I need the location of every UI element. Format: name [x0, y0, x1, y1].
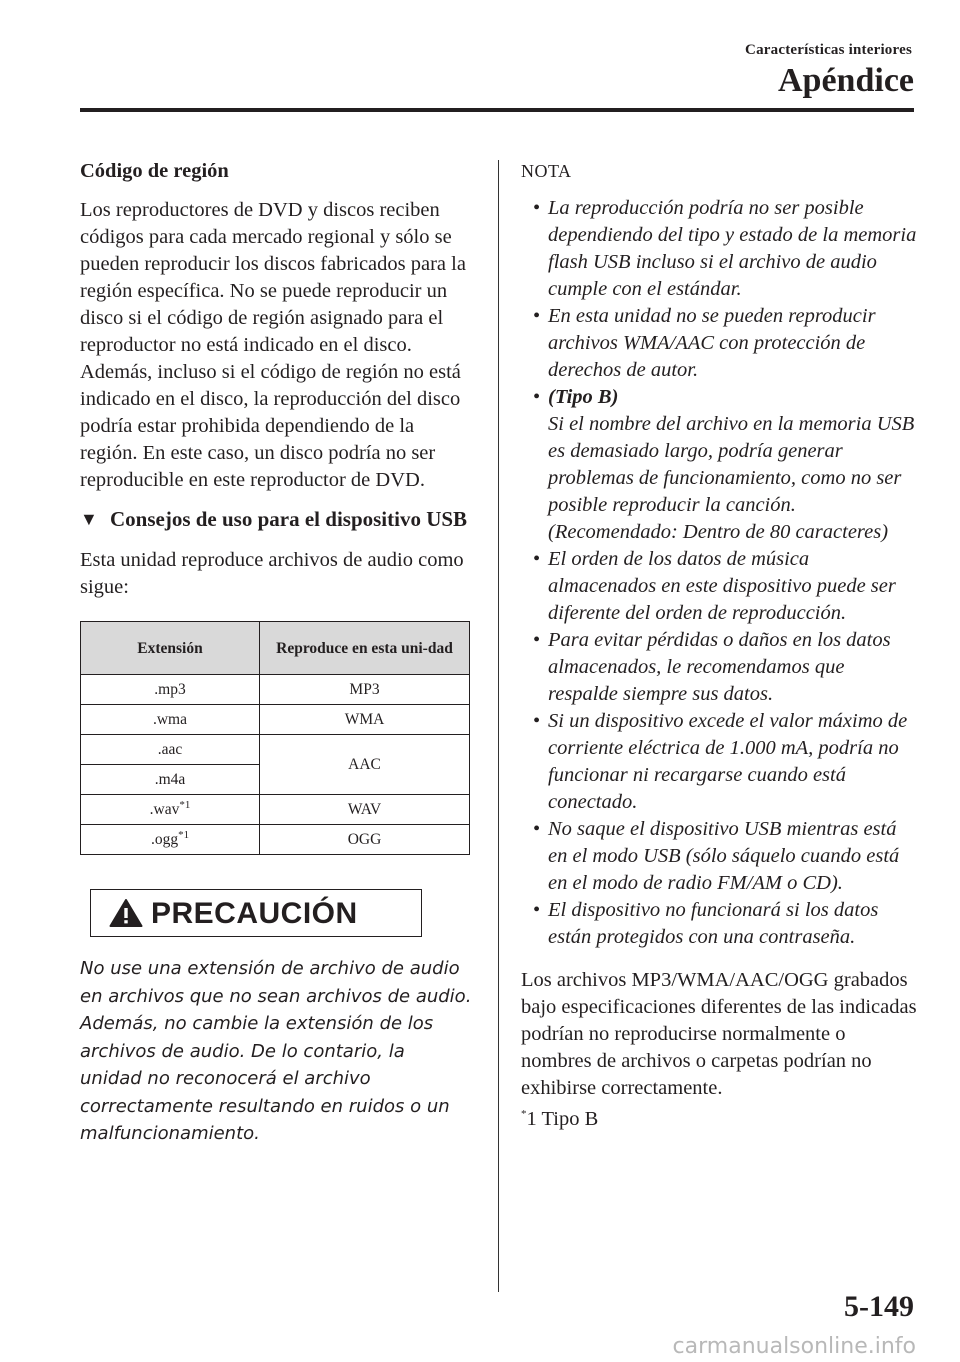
- footnote-marker: *1: [178, 828, 190, 841]
- extension-text: .ogg: [150, 831, 179, 848]
- list-item: [521, 303, 917, 384]
- list-item: [521, 897, 917, 951]
- table-row: [81, 675, 470, 705]
- table-row: [81, 705, 470, 735]
- caution-title: PRECAUCIÓN: [151, 896, 358, 930]
- note-heading: NOTA: [521, 161, 572, 181]
- list-item: [521, 816, 917, 897]
- list-item: [521, 195, 917, 303]
- extension-table: [80, 621, 470, 855]
- bullet-icon: •: [533, 305, 541, 327]
- header-rule: [80, 108, 914, 112]
- bullet-icon: •: [533, 197, 541, 219]
- table-row: [81, 825, 470, 855]
- note-text: Si un dispositivo excede el valor máximo de corriente eléctrica de 1.000 mA, podría no funcionar ni recargarse cuando está conectado.: [548, 710, 908, 813]
- chapter-title: Apéndice: [778, 62, 914, 99]
- bullet-icon: •: [533, 386, 541, 408]
- note-list: [521, 195, 917, 951]
- cell-extension: .m4a: [81, 765, 260, 795]
- bullet-icon: •: [533, 710, 541, 732]
- note-text: El dispositivo no funcionará si los datos están protegidos con una contraseña.: [548, 899, 879, 948]
- cell-playback: AAC: [260, 735, 470, 795]
- cell-playback: WMA: [260, 705, 470, 735]
- usb-tips-heading-text: Consejos de uso para el dispositivo USB: [110, 507, 468, 531]
- table-row: [81, 795, 470, 825]
- bullet-icon: •: [533, 899, 541, 921]
- cell-playback: MP3: [260, 675, 470, 705]
- note-text: La reproducción podría no ser posible dependiendo del tipo y estado de la memoria flash USB incluso si el archivo de audio cumple con el estándar.: [548, 197, 917, 300]
- usb-tips-heading: [80, 506, 472, 533]
- cell-playback: OGG: [260, 825, 470, 855]
- left-column: [80, 158, 472, 1148]
- cell-extension: .wma: [81, 705, 260, 735]
- watermark: carmanualsonline.info: [672, 1334, 916, 1359]
- bullet-icon: •: [533, 548, 541, 570]
- caution-box: [90, 889, 422, 937]
- list-item: [521, 546, 917, 627]
- footnote-marker: *1: [179, 798, 191, 811]
- usb-intro-paragraph: Esta unidad reproduce archivos de audio como sigue:: [80, 549, 464, 598]
- column-divider: [498, 160, 499, 1292]
- region-code-heading: Código de región: [80, 160, 229, 182]
- note-type-label: (Tipo B): [548, 386, 619, 408]
- triangle-bullet-icon: ▼: [80, 509, 98, 529]
- section-title: Características interiores: [745, 42, 912, 58]
- right-column: [521, 158, 917, 1133]
- table-row: [81, 735, 470, 765]
- cell-extension: .mp3: [81, 675, 260, 705]
- caution-text: No use una extensión de archivo de audio en archivos que no sean archivos de audio. Además, no cambie la extensión de los archivos de audio. De lo contario, la unidad no reconocerá el archivo correctamente resultando en ruidos o un malfuncionamiento.: [80, 958, 472, 1144]
- note-recommendation: (Recomendado: Dentro de 80 caracteres): [548, 521, 889, 543]
- extension-text: .wav: [149, 801, 180, 818]
- list-item: [521, 384, 917, 546]
- page-number: 5-149: [844, 1290, 914, 1323]
- list-item: [521, 708, 917, 816]
- bullet-icon: •: [533, 818, 541, 840]
- cell-playback: WAV: [260, 795, 470, 825]
- cell-extension: [81, 795, 260, 825]
- region-code-paragraph: Los reproductores de DVD y discos reciben códigos para cada mercado regional y sólo se pueden reproducir los discos fabricados para la región específica. No se puede reproducir un disco si el código de región asignado para el reproductor no está indicado en el disco. Además, incluso si el código de región no está indicado en el disco, la reproducción del disco podría estar prohibida dependiendo de la región. En este caso, un disco podría no ser reproducible en este reproductor de DVD.: [80, 199, 466, 491]
- note-text: Para evitar pérdidas o daños en los datos almacenados, le recomendamos que respalde siempre sus datos.: [548, 629, 891, 705]
- warning-icon: [109, 898, 143, 928]
- format-paragraph: Los archivos MP3/WMA/AAC/OGG grabados bajo especificaciones diferentes de las indicadas podrían no reproducirse normalmente o nombres de archivos o carpetas podrían no exhibirse correctamente.: [521, 969, 917, 1099]
- footnote: [521, 1106, 917, 1133]
- note-text: El orden de los datos de música almacenados en este dispositivo puede ser diferente del orden de reproducción.: [548, 548, 896, 624]
- note-text: En esta unidad no se pueden reproducir archivos WMA/AAC con protección de derechos de autor.: [548, 305, 876, 381]
- table-header-row: [81, 622, 470, 675]
- header-playback: Reproduce en esta uni-dad: [260, 622, 470, 675]
- footnote-asterisk: *: [521, 1108, 527, 1121]
- footnote-text: 1 Tipo B: [526, 1108, 599, 1130]
- list-item: [521, 627, 917, 708]
- header-extension: Extensión: [81, 622, 260, 675]
- bullet-icon: •: [533, 629, 541, 651]
- note-text: Si el nombre del archivo en la memoria USB es demasiado largo, podría generar problemas de funcionamiento, como no ser posible reproducir la canción.: [548, 413, 915, 516]
- note-text: No saque el dispositivo USB mientras está en el modo USB (sólo sáquelo cuando está en el modo de radio FM/AM o CD).: [548, 818, 900, 894]
- cell-extension: [81, 825, 260, 855]
- cell-extension: .aac: [81, 735, 260, 765]
